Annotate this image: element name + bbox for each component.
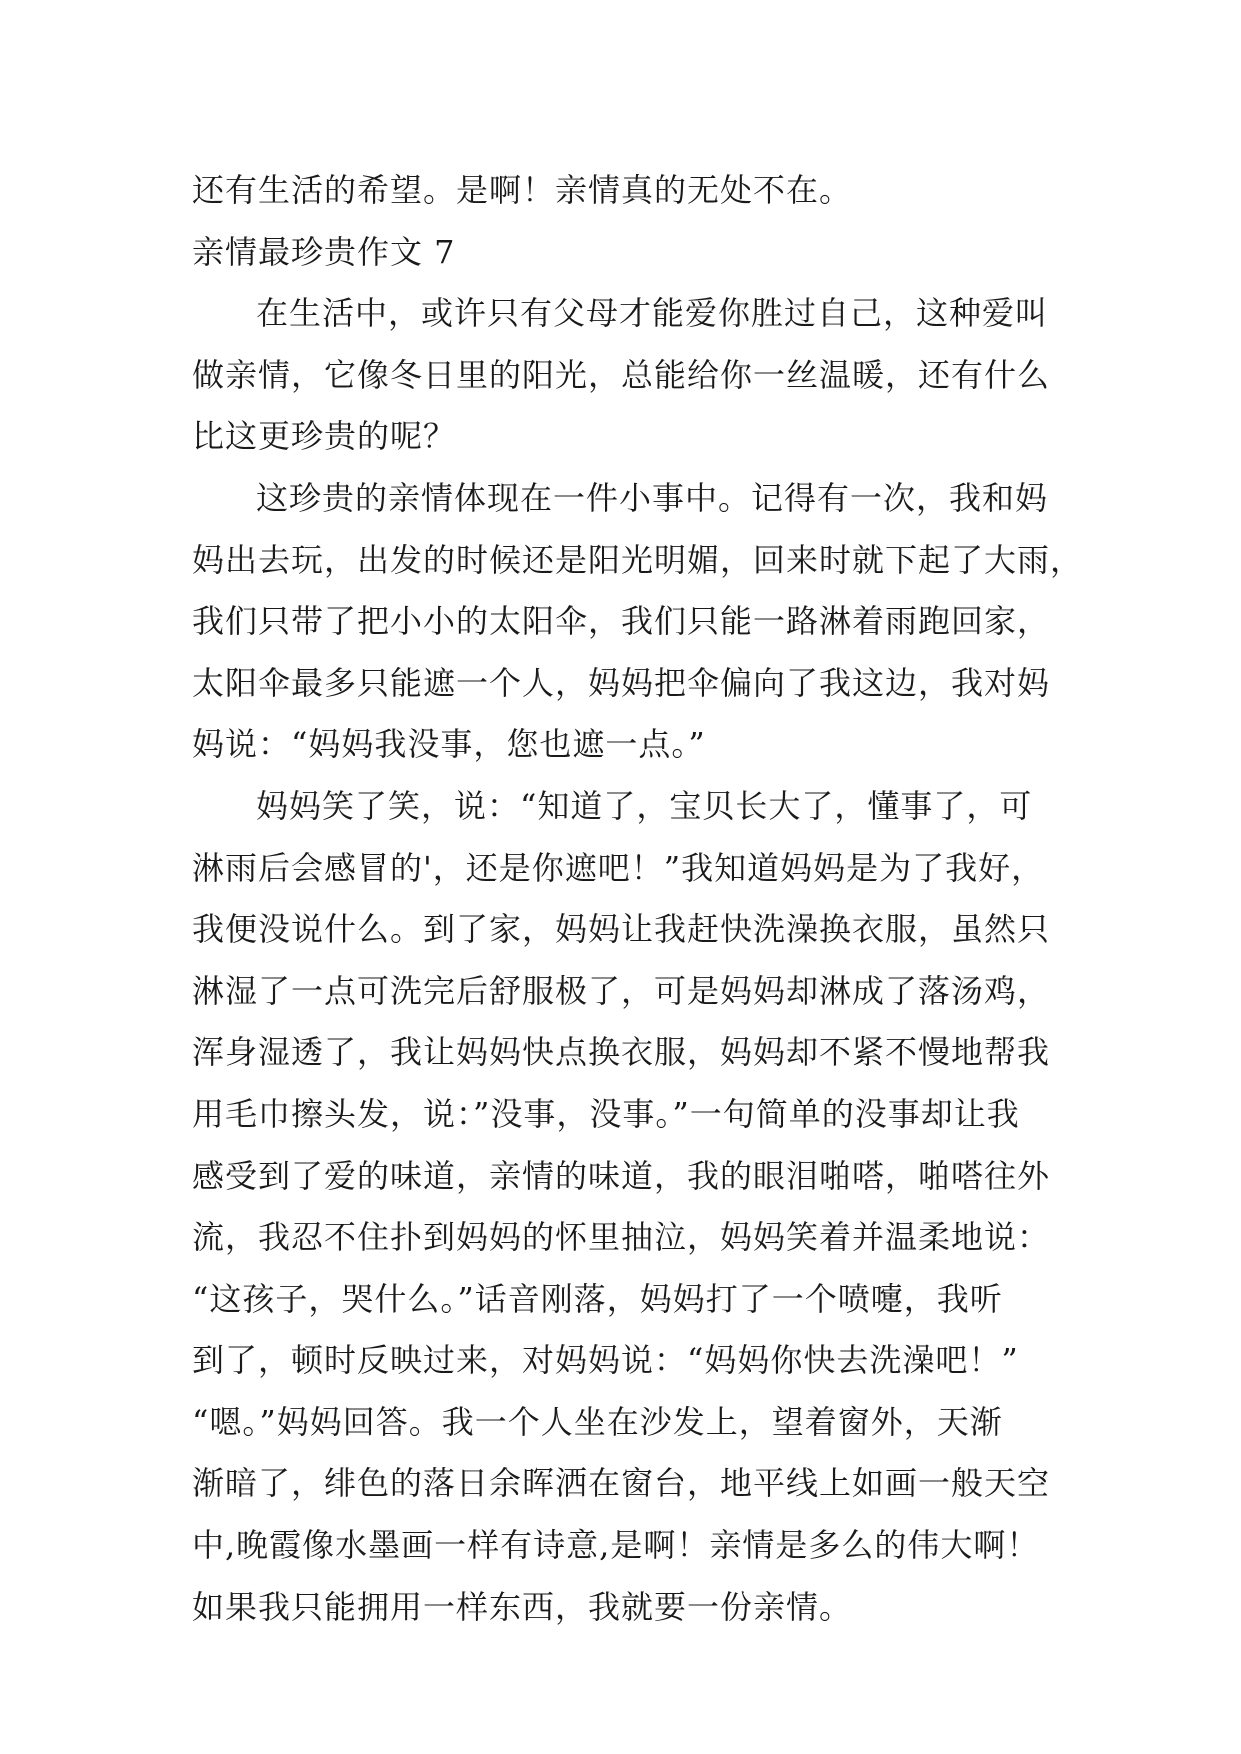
paragraph-line: 我便没说什么。到了家，妈妈让我赶快洗澡换衣服，虽然只 (192, 910, 1051, 949)
paragraph-3 (192, 776, 1062, 1638)
paragraph-line: 做亲情，它像冬日里的阳光，总能给你一丝温暖，还有什么 (192, 355, 1051, 394)
paragraph-line: 用毛巾擦头发，说：”没事，没事。”一句简单的没事却让我 (192, 1094, 1020, 1133)
paragraph-line: 这珍贵的亲情体现在一件小事中。记得有一次，我和妈 (256, 478, 1049, 517)
paragraph-line: 我们只带了把小小的太阳伞，我们只能一路淋着雨跑回家， (192, 602, 1051, 641)
paragraph-line: 流，我忍不住扑到妈妈的怀里抽泣，妈妈笑着并温柔地说： (192, 1218, 1051, 1257)
paragraph-line: 渐暗了，绯色的落日余晖洒在窗台，地平线上如画一般天空 (192, 1464, 1051, 1503)
document-body (192, 160, 1084, 1638)
paragraph-line: 中,晚霞像水墨画一样有诗意,是啊！亲情是多么的伟大啊！ (192, 1526, 1040, 1565)
intro-line: 还有生活的希望。是啊！亲情真的无处不在。 (192, 171, 853, 209)
paragraph-line: 比这更珍贵的呢？ (192, 417, 457, 456)
paragraph-line: 浑身湿透了，我让妈妈快点换衣服，妈妈却不紧不慢地帮我 (192, 1033, 1051, 1072)
paragraph-line: 妈妈笑了笑，说：“知道了，宝贝长大了，懂事了，可 (256, 786, 1033, 825)
paragraph-line: 感受到了爱的味道，亲情的味道，我的眼泪啪嗒，啪嗒往外 (192, 1156, 1051, 1195)
paragraph-line: 在生活中，或许只有父母才能爱你胜过自己，这种爱叫 (256, 294, 1049, 333)
essay-title: 亲情最珍贵作文 7 (192, 232, 456, 271)
paragraph-line: 到了，顿时反映过来，对妈妈说：“妈妈你快去洗澡吧！” (192, 1341, 1019, 1380)
paragraph-line: 如果我只能拥用一样东西，我就要一份亲情。 (192, 1587, 853, 1626)
paragraph-line: 妈出去玩，出发的时候还是阳光明媚，回来时就下起了大雨， (192, 540, 1084, 579)
paragraph-line: 太阳伞最多只能遮一个人，妈妈把伞偏向了我这边，我对妈 (192, 663, 1051, 702)
paragraph-1 (192, 283, 1062, 468)
paragraph-line: 淋雨后会感冒的'，还是你遮吧！”我知道妈妈是为了我好， (192, 848, 1045, 887)
paragraph-line: “这孩子，哭什么。”话音刚落，妈妈打了一个喷嚏，我听 (192, 1279, 1003, 1318)
paragraph-2 (192, 468, 1084, 776)
paragraph-line: “嗯。”妈妈回答。我一个人坐在沙发上，望着窗外，天渐 (192, 1402, 1003, 1441)
paragraph-line: 淋湿了一点可洗完后舒服极了，可是妈妈却淋成了落汤鸡， (192, 971, 1051, 1010)
paragraph-line: 妈说：“妈妈我没事，您也遮一点。” (192, 725, 706, 764)
